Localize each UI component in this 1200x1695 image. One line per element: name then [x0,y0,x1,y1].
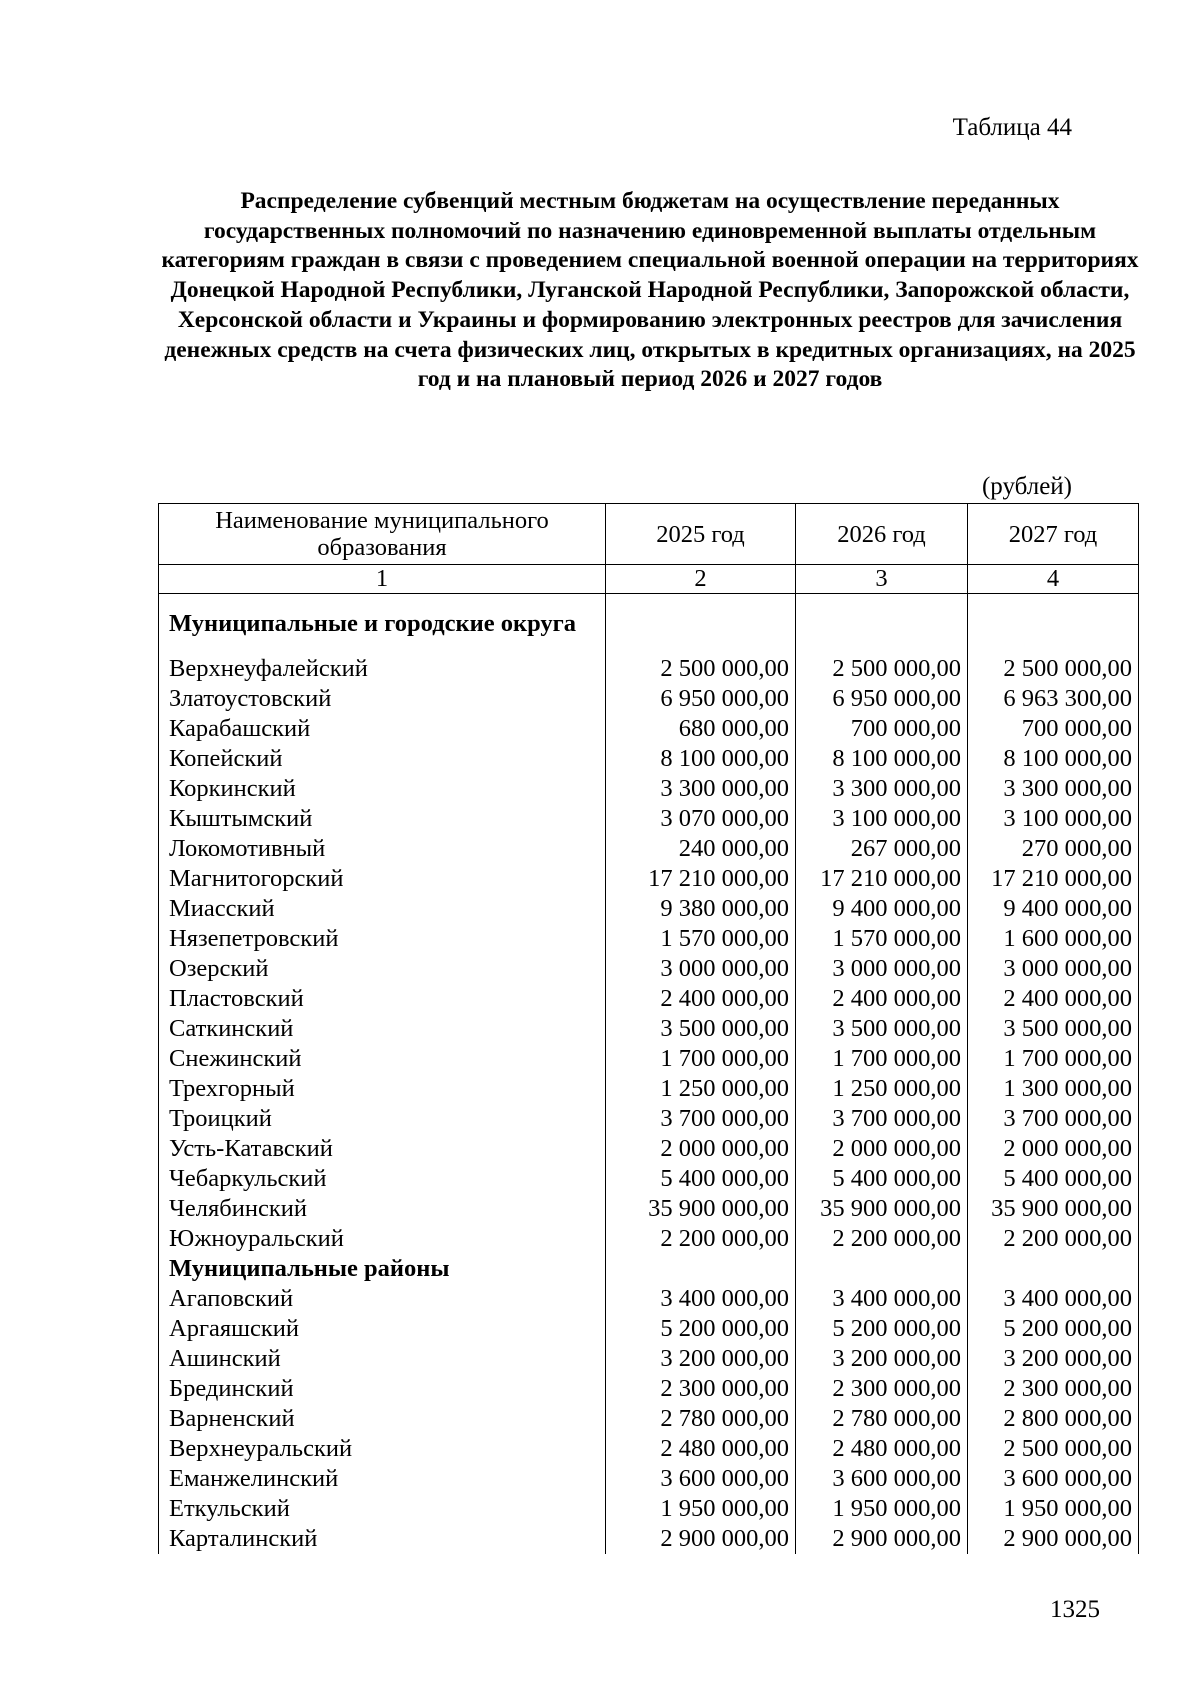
amount-2026-cell: 1 950 000,00 [796,1494,968,1524]
amount-2025-cell: 680 000,00 [606,714,796,744]
amount-2027-cell: 3 000 000,00 [968,954,1139,984]
table-row [159,1134,1139,1164]
subvention-table [158,503,1139,1554]
amount-2026-cell: 5 400 000,00 [796,1164,968,1194]
table-row [159,804,1139,834]
amount-2026-cell: 3 500 000,00 [796,1014,968,1044]
amount-2026-cell: 2 900 000,00 [796,1524,968,1554]
amount-2025-cell: 5 400 000,00 [606,1164,796,1194]
table-row [159,894,1139,924]
amount-2027-cell: 3 700 000,00 [968,1104,1139,1134]
amount-2027-cell: 17 210 000,00 [968,864,1139,894]
table-body [159,594,1139,1555]
amount-2025-cell: 3 600 000,00 [606,1464,796,1494]
table-row [159,1344,1139,1374]
amount-2027-cell: 1 300 000,00 [968,1074,1139,1104]
amount-2026-cell: 2 000 000,00 [796,1134,968,1164]
amount-2026-cell: 3 700 000,00 [796,1104,968,1134]
amount-2026-cell: 2 780 000,00 [796,1404,968,1434]
table-row [159,924,1139,954]
municipality-name-cell: Саткинский [159,1014,606,1044]
amount-2027-cell: 1 950 000,00 [968,1494,1139,1524]
table-row [159,954,1139,984]
amount-2026-cell: 6 950 000,00 [796,684,968,714]
amount-2027-cell: 3 200 000,00 [968,1344,1139,1374]
amount-2026-cell: 3 400 000,00 [796,1284,968,1314]
amount-2027-cell: 6 963 300,00 [968,684,1139,714]
amount-2026-cell: 2 300 000,00 [796,1374,968,1404]
table-row [159,864,1139,894]
amount-2027-cell [968,1254,1139,1284]
amount-2025-cell: 2 200 000,00 [606,1224,796,1254]
amount-2025-cell [606,594,796,655]
municipality-name-cell: Верхнеуфалейский [159,654,606,684]
column-number-2: 2 [606,565,796,594]
municipality-name-cell: Златоустовский [159,684,606,714]
amount-2027-cell: 2 000 000,00 [968,1134,1139,1164]
municipality-name-cell: Карталинский [159,1524,606,1554]
amount-2027-cell: 1 600 000,00 [968,924,1139,954]
amount-2026-cell: 8 100 000,00 [796,744,968,774]
amount-2026-cell: 2 400 000,00 [796,984,968,1014]
amount-2025-cell: 3 070 000,00 [606,804,796,834]
amount-2027-cell: 3 400 000,00 [968,1284,1139,1314]
municipality-name-cell: Копейский [159,744,606,774]
amount-2026-cell: 17 210 000,00 [796,864,968,894]
table-number: Таблица 44 [952,114,1072,141]
amount-2025-cell: 2 300 000,00 [606,1374,796,1404]
amount-2026-cell: 3 100 000,00 [796,804,968,834]
amount-2025-cell: 2 000 000,00 [606,1134,796,1164]
amount-2027-cell: 2 400 000,00 [968,984,1139,1014]
municipality-name-cell: Коркинский [159,774,606,804]
amount-2027-cell: 2 800 000,00 [968,1404,1139,1434]
column-number-row [159,565,1139,594]
table-row [159,654,1139,684]
table-row [159,1494,1139,1524]
amount-2025-cell: 1 950 000,00 [606,1494,796,1524]
amount-2025-cell: 35 900 000,00 [606,1194,796,1224]
amount-2025-cell: 2 400 000,00 [606,984,796,1014]
amount-2026-cell: 700 000,00 [796,714,968,744]
municipality-name-cell: Верхнеуральский [159,1434,606,1464]
amount-2026-cell: 9 400 000,00 [796,894,968,924]
amount-2027-cell: 5 200 000,00 [968,1314,1139,1344]
table-section-row [159,1254,1139,1284]
amount-2026-cell: 3 300 000,00 [796,774,968,804]
column-header-2025: 2025 год [606,504,796,565]
table-row [159,1014,1139,1044]
table-row [159,1314,1139,1344]
amount-2027-cell: 3 100 000,00 [968,804,1139,834]
municipality-name-cell: Агаповский [159,1284,606,1314]
municipality-name-cell: Чебаркульский [159,1164,606,1194]
column-number-3: 3 [796,565,968,594]
table-row [159,1194,1139,1224]
amount-2027-cell: 8 100 000,00 [968,744,1139,774]
amount-2026-cell: 1 250 000,00 [796,1074,968,1104]
municipality-name-cell: Снежинский [159,1044,606,1074]
table-row [159,1224,1139,1254]
amount-2025-cell: 3 400 000,00 [606,1284,796,1314]
column-number-4: 4 [968,565,1139,594]
municipality-name-cell: Ашинский [159,1344,606,1374]
municipality-name-cell: Нязепетровский [159,924,606,954]
municipality-name-cell: Аргаяшский [159,1314,606,1344]
amount-2026-cell [796,594,968,655]
amount-2025-cell: 2 900 000,00 [606,1524,796,1554]
amount-2025-cell: 2 480 000,00 [606,1434,796,1464]
table-header-row [159,504,1139,565]
municipality-name-cell: Еткульский [159,1494,606,1524]
amount-2025-cell: 240 000,00 [606,834,796,864]
amount-2026-cell: 1 570 000,00 [796,924,968,954]
amount-2025-cell: 3 500 000,00 [606,1014,796,1044]
amount-2027-cell: 1 700 000,00 [968,1044,1139,1074]
column-header-name: Наименование муниципального образования [159,504,606,565]
amount-2027-cell: 2 900 000,00 [968,1524,1139,1554]
table-row [159,1434,1139,1464]
municipality-name-cell: Брединский [159,1374,606,1404]
municipality-name-cell: Варненский [159,1404,606,1434]
table-row [159,984,1139,1014]
table-row [159,1074,1139,1104]
amount-2027-cell: 2 500 000,00 [968,1434,1139,1464]
municipality-name-cell: Пластовский [159,984,606,1014]
amount-2026-cell [796,1254,968,1284]
amount-2027-cell: 3 600 000,00 [968,1464,1139,1494]
municipality-name-cell: Карабашский [159,714,606,744]
table-row [159,1374,1139,1404]
amount-2026-cell: 2 480 000,00 [796,1434,968,1464]
amount-2027-cell: 5 400 000,00 [968,1164,1139,1194]
column-header-2027: 2027 год [968,504,1139,565]
table-row [159,834,1139,864]
amount-2026-cell: 2 200 000,00 [796,1224,968,1254]
amount-2025-cell: 3 300 000,00 [606,774,796,804]
table-row [159,1524,1139,1554]
table-row [159,744,1139,774]
amount-2026-cell: 3 600 000,00 [796,1464,968,1494]
amount-2025-cell [606,1254,796,1284]
amount-2025-cell: 1 570 000,00 [606,924,796,954]
municipality-name-cell: Еманжелинский [159,1464,606,1494]
municipality-name-cell: Южноуральский [159,1224,606,1254]
municipality-name-cell: Трехгорный [159,1074,606,1104]
amount-2027-cell [968,594,1139,655]
table-row [159,1284,1139,1314]
amount-2025-cell: 3 000 000,00 [606,954,796,984]
amount-2026-cell: 1 700 000,00 [796,1044,968,1074]
municipality-name-cell: Усть-Катавский [159,1134,606,1164]
amount-2026-cell: 3 200 000,00 [796,1344,968,1374]
amount-2025-cell: 2 500 000,00 [606,654,796,684]
municipality-name-cell: Муниципальные районы [159,1254,606,1284]
municipality-name-cell: Магнитогорский [159,864,606,894]
amount-2026-cell: 35 900 000,00 [796,1194,968,1224]
column-number-1: 1 [159,565,606,594]
amount-2026-cell: 3 000 000,00 [796,954,968,984]
amount-2025-cell: 1 250 000,00 [606,1074,796,1104]
municipality-name-cell: Муниципальные и городские округа [159,594,606,655]
amount-2025-cell: 9 380 000,00 [606,894,796,924]
amount-2027-cell: 700 000,00 [968,714,1139,744]
amount-2025-cell: 3 200 000,00 [606,1344,796,1374]
table-row [159,684,1139,714]
amount-2027-cell: 3 500 000,00 [968,1014,1139,1044]
page-number: 1325 [1050,1596,1100,1623]
table-row [159,774,1139,804]
amount-2025-cell: 17 210 000,00 [606,864,796,894]
municipality-name-cell: Озерский [159,954,606,984]
document-title: Распределение субвенций местным бюджетам на осуществление переданных государственных полномочий по назначению единовременной выплаты отдельным категориям граждан в связи с проведением специальной военной операции на территориях Донецкой Народной Республики, Луганской Народной Республики, Запорожской области, Херсонской области и Украины и формированию электронных реестров для зачисления денежных средств на счета физических лиц, открытых в кредитных организациях, на 2025 год и на плановый период 2026 и 2027 годов [161,188,1139,393]
amount-2027-cell: 2 300 000,00 [968,1374,1139,1404]
amount-2025-cell: 1 700 000,00 [606,1044,796,1074]
municipality-name-cell: Кыштымский [159,804,606,834]
table-section-row [159,594,1139,655]
table-row [159,1164,1139,1194]
column-header-2026: 2026 год [796,504,968,565]
municipality-name-cell: Миасский [159,894,606,924]
units-label: (рублей) [981,473,1072,500]
amount-2025-cell: 8 100 000,00 [606,744,796,774]
amount-2027-cell: 2 500 000,00 [968,654,1139,684]
amount-2026-cell: 2 500 000,00 [796,654,968,684]
table-row [159,714,1139,744]
table-row [159,1464,1139,1494]
municipality-name-cell: Локомотивный [159,834,606,864]
amount-2026-cell: 267 000,00 [796,834,968,864]
municipality-name-cell: Троицкий [159,1104,606,1134]
amount-2026-cell: 5 200 000,00 [796,1314,968,1344]
amount-2025-cell: 2 780 000,00 [606,1404,796,1434]
table-row [159,1044,1139,1074]
amount-2027-cell: 9 400 000,00 [968,894,1139,924]
amount-2025-cell: 5 200 000,00 [606,1314,796,1344]
amount-2027-cell: 3 300 000,00 [968,774,1139,804]
table-row [159,1104,1139,1134]
amount-2025-cell: 6 950 000,00 [606,684,796,714]
amount-2025-cell: 3 700 000,00 [606,1104,796,1134]
table-row [159,1404,1139,1434]
amount-2027-cell: 35 900 000,00 [968,1194,1139,1224]
municipality-name-cell: Челябинский [159,1194,606,1224]
amount-2027-cell: 270 000,00 [968,834,1139,864]
amount-2027-cell: 2 200 000,00 [968,1224,1139,1254]
